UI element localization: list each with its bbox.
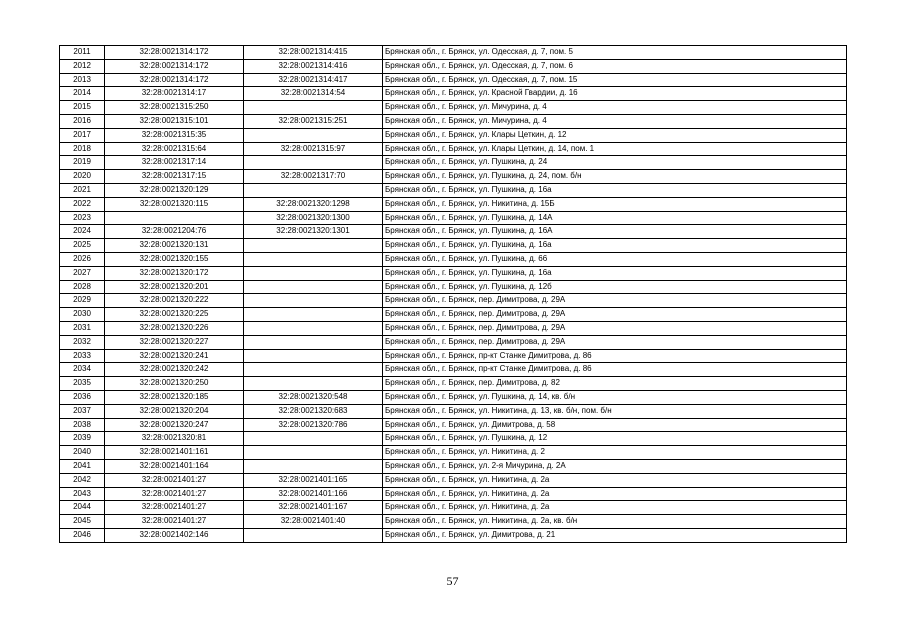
- cadastral-number-cell: 32:28:0021320:155: [105, 252, 244, 266]
- address-cell: Брянская обл., г. Брянск, ул. Пушкина, д. 14А: [383, 211, 847, 225]
- address-cell: Брянская обл., г. Брянск, ул. Пушкина, д. 16а: [383, 239, 847, 253]
- address-cell: Брянская обл., г. Брянск, ул. Одесская, д. 7, пом. 15: [383, 73, 847, 87]
- row-number-cell: 2036: [60, 390, 105, 404]
- address-cell: Брянская обл., г. Брянск, пер. Димитрова, д. 82: [383, 377, 847, 391]
- table-row: [60, 128, 847, 142]
- table-row: [60, 377, 847, 391]
- address-cell: Брянская обл., г. Брянск, пр-кт Станке Димитрова, д. 86: [383, 363, 847, 377]
- row-number-cell: 2018: [60, 142, 105, 156]
- cadastral-number-cell: 32:28:0021314:172: [105, 73, 244, 87]
- address-cell: Брянская обл., г. Брянск, ул. Клары Цеткин, д. 12: [383, 128, 847, 142]
- cadastral-number-cell: 32:28:0021320:250: [105, 377, 244, 391]
- related-cadastral-number-cell: 32:28:0021314:417: [244, 73, 383, 87]
- row-number-cell: 2034: [60, 363, 105, 377]
- address-cell: Брянская обл., г. Брянск, ул. Мичурина, д. 4: [383, 101, 847, 115]
- table-row: [60, 73, 847, 87]
- row-number-cell: 2041: [60, 459, 105, 473]
- address-cell: Брянская обл., г. Брянск, ул. Никитина, д. 15Б: [383, 197, 847, 211]
- table-row: [60, 225, 847, 239]
- related-cadastral-number-cell: 32:28:0021401:166: [244, 487, 383, 501]
- address-cell: Брянская обл., г. Брянск, ул. Пушкина, д. 24: [383, 156, 847, 170]
- related-cadastral-number-cell: 32:28:0021317:70: [244, 170, 383, 184]
- address-cell: Брянская обл., г. Брянск, ул. Пушкина, д. 16А: [383, 225, 847, 239]
- cadastral-number-cell: 32:28:0021320:226: [105, 321, 244, 335]
- address-cell: Брянская обл., г. Брянск, ул. Никитина, д. 2а: [383, 473, 847, 487]
- cadastral-number-cell: 32:28:0021320:201: [105, 280, 244, 294]
- table-row: [60, 501, 847, 515]
- address-cell: Брянская обл., г. Брянск, пер. Димитрова, д. 29А: [383, 308, 847, 322]
- row-number-cell: 2027: [60, 266, 105, 280]
- register-table-body: [60, 46, 847, 543]
- row-number-cell: 2038: [60, 418, 105, 432]
- related-cadastral-number-cell: [244, 239, 383, 253]
- cadastral-number-cell: 32:28:0021401:27: [105, 473, 244, 487]
- row-number-cell: 2044: [60, 501, 105, 515]
- cadastral-number-cell: 32:28:0021401:27: [105, 515, 244, 529]
- table-row: [60, 211, 847, 225]
- table-row: [60, 87, 847, 101]
- row-number-cell: 2028: [60, 280, 105, 294]
- table-row: [60, 170, 847, 184]
- row-number-cell: 2011: [60, 46, 105, 60]
- table-row: [60, 280, 847, 294]
- address-cell: Брянская обл., г. Брянск, ул. Никитина, д. 2а: [383, 501, 847, 515]
- row-number-cell: 2015: [60, 101, 105, 115]
- row-number-cell: 2039: [60, 432, 105, 446]
- table-row: [60, 515, 847, 529]
- table-row: [60, 321, 847, 335]
- row-number-cell: 2029: [60, 294, 105, 308]
- related-cadastral-number-cell: [244, 128, 383, 142]
- address-cell: Брянская обл., г. Брянск, ул. Пушкина, д. 14, кв. б/н: [383, 390, 847, 404]
- table-row: [60, 459, 847, 473]
- cadastral-number-cell: 32:28:0021317:14: [105, 156, 244, 170]
- row-number-cell: 2045: [60, 515, 105, 529]
- row-number-cell: 2019: [60, 156, 105, 170]
- cadastral-number-cell: 32:28:0021320:222: [105, 294, 244, 308]
- address-cell: Брянская обл., г. Брянск, ул. Пушкина, д. 24, пом. б/н: [383, 170, 847, 184]
- cadastral-number-cell: 32:28:0021320:115: [105, 197, 244, 211]
- row-number-cell: 2040: [60, 446, 105, 460]
- related-cadastral-number-cell: 32:28:0021320:683: [244, 404, 383, 418]
- address-cell: Брянская обл., г. Брянск, ул. 2-я Мичурина, д. 2А: [383, 459, 847, 473]
- address-cell: Брянская обл., г. Брянск, ул. Пушкина, д. 16а: [383, 266, 847, 280]
- related-cadastral-number-cell: 32:28:0021320:1301: [244, 225, 383, 239]
- cadastral-number-cell: 32:28:0021320:131: [105, 239, 244, 253]
- row-number-cell: 2033: [60, 349, 105, 363]
- address-cell: Брянская обл., г. Брянск, ул. Мичурина, д. 4: [383, 114, 847, 128]
- cadastral-number-cell: 32:28:0021320:129: [105, 183, 244, 197]
- table-row: [60, 197, 847, 211]
- related-cadastral-number-cell: [244, 321, 383, 335]
- cadastral-number-cell: 32:28:0021320:185: [105, 390, 244, 404]
- cadastral-number-cell: 32:28:0021204:76: [105, 225, 244, 239]
- table-row: [60, 446, 847, 460]
- cadastral-number-cell: 32:28:0021320:225: [105, 308, 244, 322]
- related-cadastral-number-cell: 32:28:0021401:40: [244, 515, 383, 529]
- table-row: [60, 473, 847, 487]
- related-cadastral-number-cell: [244, 266, 383, 280]
- related-cadastral-number-cell: [244, 459, 383, 473]
- related-cadastral-number-cell: [244, 294, 383, 308]
- related-cadastral-number-cell: [244, 280, 383, 294]
- address-cell: Брянская обл., г. Брянск, ул. Клары Цеткин, д. 14, пом. 1: [383, 142, 847, 156]
- table-row: [60, 418, 847, 432]
- address-cell: Брянская обл., г. Брянск, ул. Никитина, д. 2: [383, 446, 847, 460]
- table-row: [60, 404, 847, 418]
- cadastral-number-cell: 32:28:0021320:172: [105, 266, 244, 280]
- row-number-cell: 2020: [60, 170, 105, 184]
- address-cell: Брянская обл., г. Брянск, ул. Красной Гвардии, д. 16: [383, 87, 847, 101]
- address-cell: Брянская обл., г. Брянск, ул. Димитрова, д. 58: [383, 418, 847, 432]
- related-cadastral-number-cell: 32:28:0021315:251: [244, 114, 383, 128]
- row-number-cell: 2030: [60, 308, 105, 322]
- table-row: [60, 46, 847, 60]
- address-cell: Брянская обл., г. Брянск, пер. Димитрова, д. 29А: [383, 294, 847, 308]
- cadastral-number-cell: 32:28:0021314:17: [105, 87, 244, 101]
- related-cadastral-number-cell: [244, 446, 383, 460]
- row-number-cell: 2016: [60, 114, 105, 128]
- table-row: [60, 528, 847, 542]
- related-cadastral-number-cell: 32:28:0021314:54: [244, 87, 383, 101]
- cadastral-number-cell: 32:28:0021401:161: [105, 446, 244, 460]
- cadastral-number-cell: 32:28:0021320:227: [105, 335, 244, 349]
- related-cadastral-number-cell: [244, 252, 383, 266]
- row-number-cell: 2031: [60, 321, 105, 335]
- row-number-cell: 2023: [60, 211, 105, 225]
- table-row: [60, 101, 847, 115]
- table-row: [60, 390, 847, 404]
- table-row: [60, 294, 847, 308]
- row-number-cell: 2013: [60, 73, 105, 87]
- address-cell: Брянская обл., г. Брянск, пер. Димитрова, д. 29А: [383, 321, 847, 335]
- row-number-cell: 2026: [60, 252, 105, 266]
- table-row: [60, 59, 847, 73]
- row-number-cell: 2032: [60, 335, 105, 349]
- row-number-cell: 2014: [60, 87, 105, 101]
- related-cadastral-number-cell: [244, 528, 383, 542]
- row-number-cell: 2037: [60, 404, 105, 418]
- related-cadastral-number-cell: [244, 335, 383, 349]
- row-number-cell: 2012: [60, 59, 105, 73]
- related-cadastral-number-cell: 32:28:0021320:548: [244, 390, 383, 404]
- related-cadastral-number-cell: 32:28:0021315:97: [244, 142, 383, 156]
- page-number: 57: [446, 574, 459, 588]
- address-cell: Брянская обл., г. Брянск, ул. Пушкина, д. 16а: [383, 183, 847, 197]
- table-row: [60, 349, 847, 363]
- related-cadastral-number-cell: 32:28:0021320:786: [244, 418, 383, 432]
- address-cell: Брянская обл., г. Брянск, ул. Одесская, д. 7, пом. 5: [383, 46, 847, 60]
- related-cadastral-number-cell: 32:28:0021320:1300: [244, 211, 383, 225]
- address-cell: Брянская обл., г. Брянск, пр-кт Станке Димитрова, д. 86: [383, 349, 847, 363]
- related-cadastral-number-cell: [244, 308, 383, 322]
- cadastral-number-cell: 32:28:0021401:164: [105, 459, 244, 473]
- table-row: [60, 308, 847, 322]
- row-number-cell: 2043: [60, 487, 105, 501]
- row-number-cell: 2021: [60, 183, 105, 197]
- cadastral-number-cell: 32:28:0021314:172: [105, 46, 244, 60]
- table-row: [60, 363, 847, 377]
- related-cadastral-number-cell: [244, 101, 383, 115]
- cadastral-number-cell: 32:28:0021315:250: [105, 101, 244, 115]
- cadastral-number-cell: 32:28:0021315:64: [105, 142, 244, 156]
- related-cadastral-number-cell: [244, 377, 383, 391]
- cadastral-number-cell: 32:28:0021320:204: [105, 404, 244, 418]
- row-number-cell: 2024: [60, 225, 105, 239]
- table-row: [60, 266, 847, 280]
- cadastral-number-cell: 32:28:0021315:101: [105, 114, 244, 128]
- address-cell: Брянская обл., г. Брянск, ул. Одесская, д. 7, пом. 6: [383, 59, 847, 73]
- table-row: [60, 487, 847, 501]
- table-row: [60, 239, 847, 253]
- address-cell: Брянская обл., г. Брянск, ул. Пушкина, д. 12: [383, 432, 847, 446]
- row-number-cell: 2046: [60, 528, 105, 542]
- related-cadastral-number-cell: 32:28:0021401:165: [244, 473, 383, 487]
- table-row: [60, 142, 847, 156]
- register-table: [59, 45, 847, 543]
- cadastral-number-cell: 32:28:0021320:242: [105, 363, 244, 377]
- related-cadastral-number-cell: 32:28:0021314:415: [244, 46, 383, 60]
- address-cell: Брянская обл., г. Брянск, ул. Никитина, д. 13, кв. б/н, пом. б/н: [383, 404, 847, 418]
- related-cadastral-number-cell: [244, 349, 383, 363]
- related-cadastral-number-cell: [244, 183, 383, 197]
- related-cadastral-number-cell: 32:28:0021314:416: [244, 59, 383, 73]
- table-row: [60, 252, 847, 266]
- cadastral-number-cell: 32:28:0021402:146: [105, 528, 244, 542]
- table-row: [60, 432, 847, 446]
- address-cell: Брянская обл., г. Брянск, ул. Никитина, д. 2а: [383, 487, 847, 501]
- cadastral-number-cell: 32:28:0021317:15: [105, 170, 244, 184]
- cadastral-number-cell: 32:28:0021401:27: [105, 501, 244, 515]
- address-cell: Брянская обл., г. Брянск, ул. Димитрова, д. 21: [383, 528, 847, 542]
- address-cell: Брянская обл., г. Брянск, ул. Пушкина, д. 66: [383, 252, 847, 266]
- cadastral-number-cell: 32:28:0021315:35: [105, 128, 244, 142]
- table-row: [60, 114, 847, 128]
- cadastral-number-cell: [105, 211, 244, 225]
- row-number-cell: 2017: [60, 128, 105, 142]
- cadastral-number-cell: 32:28:0021320:81: [105, 432, 244, 446]
- related-cadastral-number-cell: [244, 156, 383, 170]
- cadastral-number-cell: 32:28:0021314:172: [105, 59, 244, 73]
- address-cell: Брянская обл., г. Брянск, ул. Никитина, д. 2а, кв. б/н: [383, 515, 847, 529]
- cadastral-number-cell: 32:28:0021320:241: [105, 349, 244, 363]
- table-row: [60, 335, 847, 349]
- row-number-cell: 2035: [60, 377, 105, 391]
- cadastral-number-cell: 32:28:0021320:247: [105, 418, 244, 432]
- related-cadastral-number-cell: [244, 363, 383, 377]
- row-number-cell: 2025: [60, 239, 105, 253]
- address-cell: Брянская обл., г. Брянск, пер. Димитрова, д. 29А: [383, 335, 847, 349]
- related-cadastral-number-cell: [244, 432, 383, 446]
- row-number-cell: 2022: [60, 197, 105, 211]
- cadastral-number-cell: 32:28:0021401:27: [105, 487, 244, 501]
- related-cadastral-number-cell: 32:28:0021320:1298: [244, 197, 383, 211]
- related-cadastral-number-cell: 32:28:0021401:167: [244, 501, 383, 515]
- table-row: [60, 156, 847, 170]
- row-number-cell: 2042: [60, 473, 105, 487]
- table-row: [60, 183, 847, 197]
- address-cell: Брянская обл., г. Брянск, ул. Пушкина, д. 12б: [383, 280, 847, 294]
